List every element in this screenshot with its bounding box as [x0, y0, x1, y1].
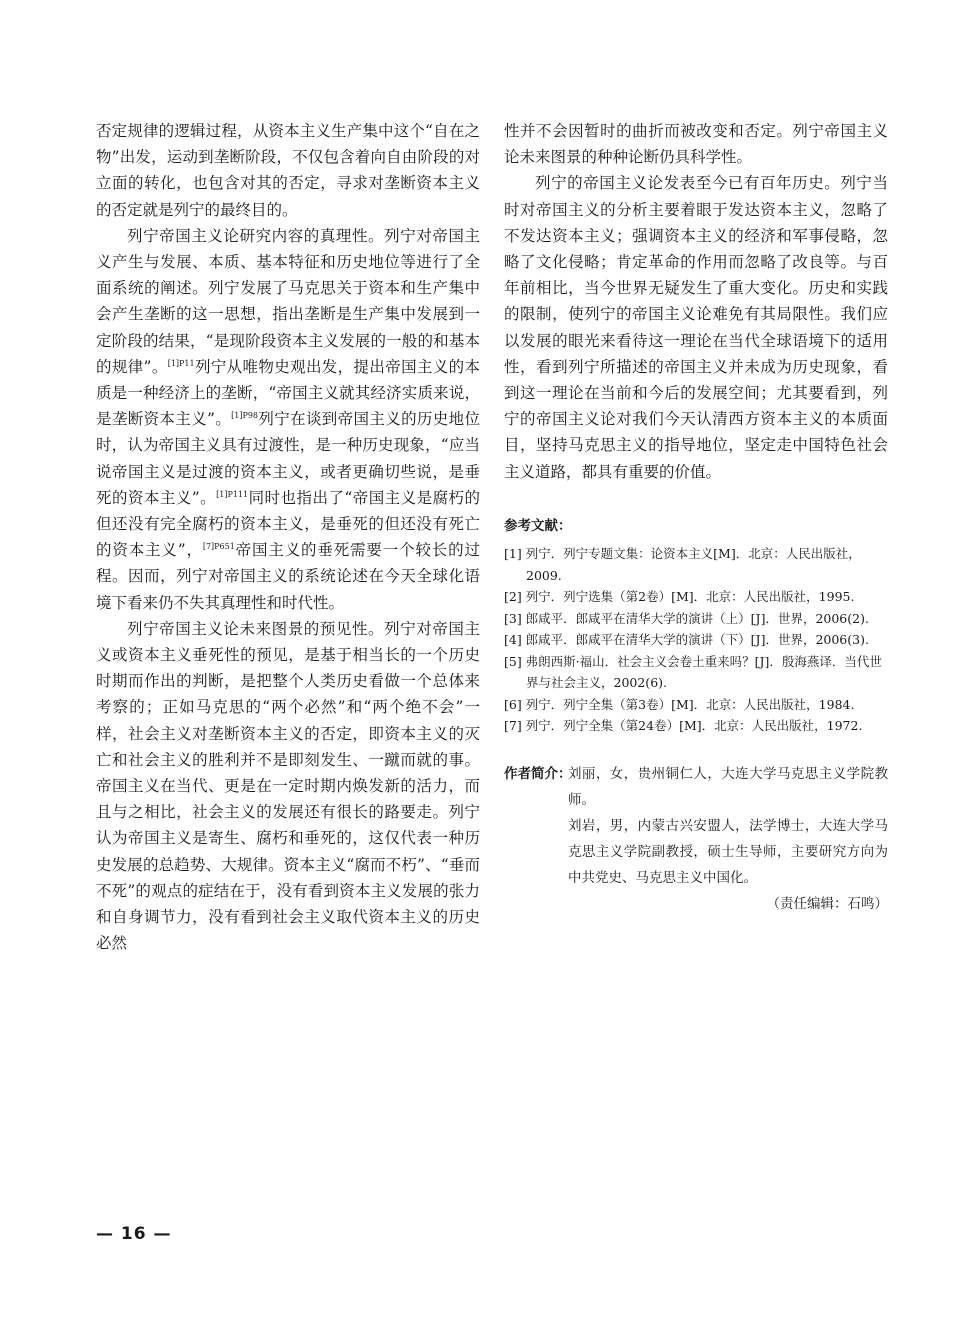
right-column [504, 118, 888, 917]
text-run: 列宁从唯物史观出发，提出帝国主义的本质是一种经济上的垄断，“帝国主义就其经济实质来说，是垄断资本主义”。 [96, 357, 480, 429]
reference-item: [4] 郎咸平．郎咸平在清华大学的演讲（下）[J]．世界，2006(3). [504, 632, 869, 648]
body-paragraph [96, 616, 480, 957]
left-column [96, 118, 480, 957]
author-bio [504, 761, 888, 891]
body-paragraph [96, 118, 480, 223]
reference-item: [1] 列宁．列宁专题文集：论资本主义[M]．北京：人民出版社，2009. [504, 546, 861, 583]
references-list [504, 543, 888, 737]
text-run: 列宁帝国主义论未来图景的预见性。列宁对帝国主义或资本主义垂死性的预见，是基于相当长的一个历史时期而作出的判断，是把整个人类历史看做一个总体来考察的；正如马克思的“两个必然”和“两个绝不会”一样，社会主义对垄断资本主义的否定，即资本主义的灭亡和社会主义的胜利并不是即刻发生、一蹴而就的事。帝国主义在当代、更是在一定时期内焕发新的活力，而且与之相比，社会主义的发展还有很长的路要走。列宁认为帝国主义是寄生、腐朽和垂死的，这仅代表一种历史发展的总趋势、大规律。资本主义“腐而不朽”、“垂而不死”的观点的症结在于，没有看到资本主义发展的张力和自身调节力，没有看到社会主义取代资本主义的历史必然 [96, 619, 480, 953]
text-run: 性并不会因暂时的曲折而被改变和否定。列宁帝国主义论未来图景的种种论断仍具科学性。 [504, 122, 888, 167]
text-run: 帝国主义的垂死需要一个较长的过程。因而，列宁对帝国主义的系统论述在今天全球化语境下看来仍不失其真理性和时代性。 [96, 541, 480, 612]
right-body-text [504, 118, 888, 485]
citation-superscript: [1]P98 [231, 411, 259, 421]
body-paragraph [96, 223, 480, 616]
citation-superscript: [7]P651 [202, 542, 235, 552]
text-run: 列宁在谈到帝国主义的历史地位时，认为帝国主义具有过渡性，是一种历史现象，“应当说帝国主义是过渡的资本主义，或者更确切些说，是垂死的资本主义”。 [96, 410, 480, 507]
references-title: 参考文献： [504, 517, 572, 534]
body-paragraph [504, 170, 888, 484]
reference-item: [7] 列宁．列宁全集（第24卷）[M]．北京：人民出版社，1972. [504, 718, 863, 734]
text-run: 同时也指出了“帝国主义是腐朽的但还没有完全腐朽的资本主义，是垂死的但还没有死亡的资本主义”， [96, 488, 480, 560]
text-run: 否定规律的逻辑过程，从资本主义生产集中这个“自在之物”出发，运动到垄断阶段，不仅包含着向自由阶段的对立面的转化，也包含对其的否定，寻求对垄断资本主义的否定就是列宁的最终目的。 [96, 122, 480, 219]
reference-item: [5] 弗朗西斯·福山．社会主义会卷土重来吗？[J]．殷海燕译．当代世界与社会主义，2002(6). [504, 653, 882, 691]
author-label: 作者简介： [504, 765, 572, 782]
text-run: 列宁的帝国主义论发表至今已有百年历史。列宁当时对帝国主义的分析主要着眼于发达资本主义，忽略了不发达资本主义；强调资本主义的经济和军事侵略，忽略了文化侵略；肯定革命的作用而忽略了改良等。与百年前相比，当今世界无疑发生了重大变化。历史和实践的限制，使列宁的帝国主义论难免有其局限性。我们应以发展的眼光来看待这一理论在当代全球语境下的适用性，看到列宁所描述的帝国主义并未成为历史现象，看到这一理论在当前和今后的发展空间；尤其要看到，列宁的帝国主义论对我们今天认清西方资本主义的本质面目，坚持马克思主义的指导地位，坚定走中国特色社会主义道路，都具有重要的价值。 [504, 174, 888, 481]
author-bio-line: 刘丽，女，贵州铜仁人，大连大学马克思主义学院教师。 [568, 765, 888, 808]
reference-item: [6] 列宁．列宁全集（第3卷）[M]．北京：人民出版社，1984. [504, 696, 855, 712]
reference-item: [3] 郎咸平．郎咸平在清华大学的演讲（上）[J]．世界，2006(2). [504, 610, 869, 626]
responsible-editor: （责任编辑：石鸣） [766, 895, 888, 912]
body-paragraph [504, 118, 888, 170]
citation-superscript: [1]P111 [216, 489, 249, 499]
page-number: — 16 — [96, 1224, 172, 1244]
author-bio-line: 刘岩，男，内蒙古兴安盟人，法学博士，大连大学马克思主义学院副教授，硕士生导师，主要研究方向为中共党史、马克思主义中国化。 [568, 817, 888, 886]
citation-superscript: [1]P11 [167, 358, 195, 368]
reference-item: [2] 列宁．列宁选集（第2卷）[M]．北京：人民出版社，1995. [504, 589, 855, 605]
text-run: 列宁帝国主义论研究内容的真理性。列宁对帝国主义产生与发展、本质、基本特征和历史地位等进行了全面系统的阐述。列宁发展了马克思关于资本和生产集中会产生垄断的这一思想，指出垄断是生产集中发展到一定阶段的结果，“是现阶段资本主义发展的一般的和基本的规律”。 [96, 226, 480, 376]
